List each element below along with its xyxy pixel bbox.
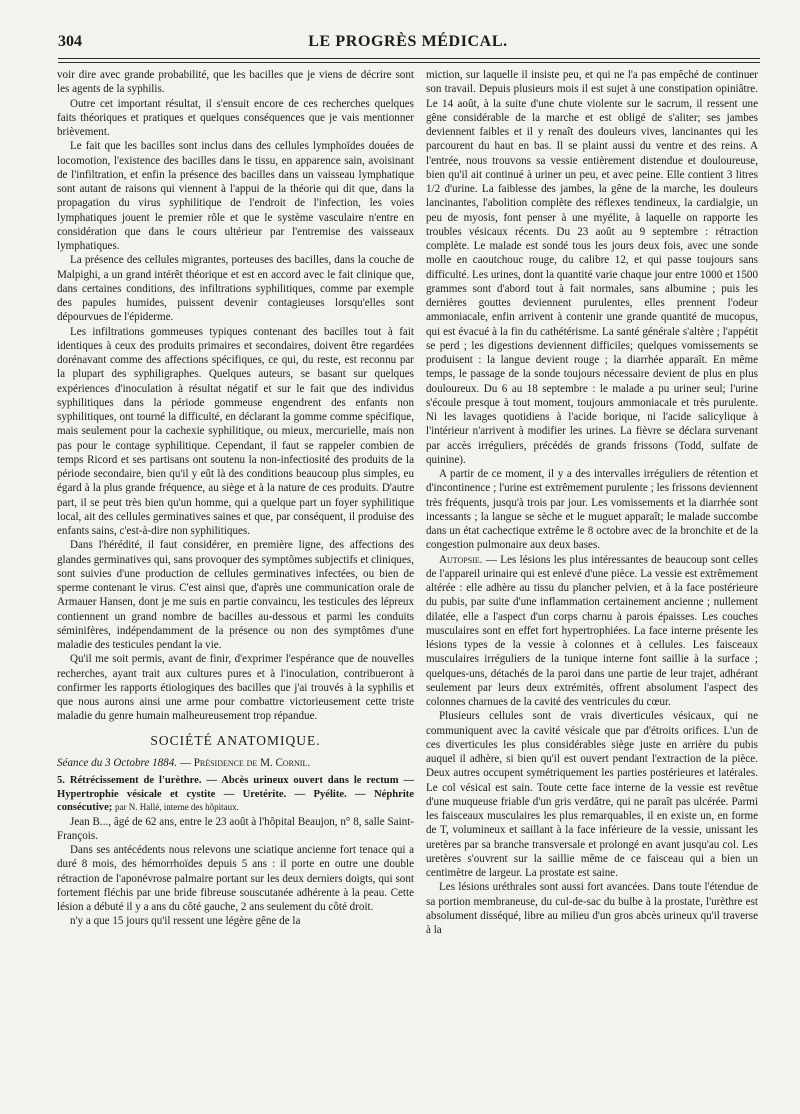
- seance-label: Séance du 3 Octobre 1884.: [57, 756, 178, 769]
- case-title: 5. Rétrécissement de l'urèthre. — Abcès urineux ouvert dans le rectum — Hypertrophie vésicale et cystite — Uretérite. — Pyélite. — Néphrite consécutive;: [57, 775, 414, 813]
- paragraph: Les infiltrations gommeuses typiques contenant des bacilles tout à fait identiques à ceux des produits primaires et secondaires, doivent être regardées dorénavant comme des affections spécifiques, ce qui, du reste, est reconnu par la plupart des syphiligraphes. Quelques auteurs, se basant sur quelques expériences d'inoculation à résultat négatif et sur le fait que des individus syphilitiques dans la période gommeuse engendrent des enfants non syphilitiques, ont tourné la difficulté, en déclarant la gomme comme spécifique, mais seulement pour la cachexie syphilitique, ou mieux, mercurielle, mais non pas pour le contage syphilitique. Cependant, il faut se rappeler combien de temps Ricord et ses partisans ont soutenu la non-infectiosité des produits de la période secondaire, bien qu'il y eût là des conditions beaucoup plus simples, eu égard à la plus grande fréquence, au siège et à la nature de ces produits. D'autre part, il se peut très bien qu'un homme, qui a quelque part un foyer syphilitique local, ait des cellules germinatives saines et que, par conséquent, il produise des enfants sains, c'est-à-dire non syphilitiques.: [57, 325, 414, 537]
- paragraph: miction, sur laquelle il insiste peu, et qui ne l'a pas empêché de continuer son travail. Depuis plusieurs mois il est sujet à une constipation opiniâtre. Le 14 août, à la suite d'une chute violente sur le sacrum, il ressent une gêne considérable de la marche et est obligé de s'aliter; ses jambes deviennent faibles et il y renaît des douleurs vives, lancinantes qui les parcourent du haut en bas. Il se plaint aussi du ventre et des reins. A l'entrée, nous trouvons sa vessie entièrement distendue et douloureuse, bien qu'il ait continué à uriner un peu, et avec peine. Elle contient 3 litres 1/2 d'urine. La faiblesse des jambes, la gêne de la marche, les douleurs lancinantes, l'abolition complète des réflexes tendineux, la cardialgie, un peu de myosis, font penser à une myélite, à laquelle on rapporte les troubles vésicaux récents. Du 23 août au 9 septembre : rétraction complète. Le malade est sondé tous les jours deux fois, avec une sonde molle en caoutchouc rouge, du calibre 12, et qui passe toujours sans difficulté. Les urines, dont la quantité varie chaque jour entre 1000 et 1500 grammes sont d'abord tout à fait normales, sans albumine ; puis les dernières gouttes deviennent purulentes, elles prennent l'odeur ammoniacale, enfin arrivent à contenir une grande quantité de mucopus, qui est évacué à la fin du cathétérisme. La santé générale s'altère ; l'appétit se perd ; les digestions deviennent difficiles; quelques vomissements se produisent : la langue devient rouge ; la diarrhée apparaît. En même temps, le passage de la sonde toujours nécessaire devient de plus en plus douloureux. Du 6 au 18 septembre : le malade a pu uriner seul; l'urine s'écoule presque à tout moment, toujours ammoniacale et très purulente. Ni les lavages quotidiens à l'acide borique, ni l'acide salicylique à l'intérieur n'arrivent à modifier les urines. La fièvre se déclara survenant par accès irréguliers, précédés de grands frissons (Todd, sulfate de quinine).: [426, 69, 758, 466]
- autopsie-paragraph: [426, 553, 758, 710]
- paragraph: Dans ses antécédents nous relevons une sciatique ancienne fort tenace qui a duré 8 mois, des hémorrhoïdes depuis 5 ans : il porte en outre une double rétraction de l'aponévrose palmaire portant sur les deux derniers doigts, qui sont fortement fléchis par une bride fibreuse souscutanée adhérente à la peau. Cette lésion a débuté il y a ans du côté gauche, 2 ans seulement du côté droit.: [57, 844, 414, 913]
- paragraph: Jean B..., âgé de 62 ans, entre le 23 août à l'hôpital Beaujon, n° 8, salle Saint-François.: [57, 815, 414, 842]
- paragraph: Qu'il me soit permis, avant de finir, d'exprimer l'espérance que de nouvelles recherches, ayant trait aux cultures pures et à l'inoculation, contribueront à confirmer les rapports étiologiques des bacilles que j'ai trouvés à la syphilis et que nous aurons ainsi une arme pour combattre victorieusement cette triste maladie du genre humain malheureusement trop répandue.: [57, 653, 414, 723]
- autopsie-text: — Les lésions les plus intéressantes de beaucoup sont celles de l'appareil urinaire qui est enlevé d'une pièce. La vessie est extrêmement altérée : elle adhère au tissu du plancher pelvien, et à la face postérieure du pubis, par suite d'une inflammation certainement ancienne ; nullement dilatée, elle a l'aspect d'un corps charnu à parois épaisses. Les couches musculaires sont en effet fort hypertrophiées. La face interne présente les lésions types de la vessie à colonnes et à cellules. Les faisceaux musculaires irréguliers de la tunique interne font saillie à la surface ; quelques-uns, détachés de la paroi dans une partie de leur trajet, adhérant seulement par leurs deux extrémités, offrent absolument l'aspect des colonnes charnues de la cavité des ventricules du cœur.: [426, 553, 758, 708]
- paragraph: Plusieurs cellules sont de vrais diverticules vésicaux, qui ne communiquent avec la cavité vésicale que par d'étroits orifices. L'un de ces diverticules les plus considérables siège juste en arrière du pubis auquel il adhère, si bien qu'il est ouvert pendant l'extraction de la pièce. Deux autres occupent symétriquement les parties postérieures et latérales. Le col vésical est sain. Toute cette face interne de la vessie est revêtue d'une muqueuse friable d'un gris verdâtre, qui ne paraît pas ulcérée. Parmi les faisceaux musculaires les plus remarquables, il en existe un, en forme de T, volumineux et saillant à la face inférieure de la vessie, unissant les uretères par sa branche transversale et prolongé en avant jusqu'au col. Les uretères s'ouvrent sur la saillie même de ce faisceau qui a bien un centimètre de largeur. La prostate est saine.: [426, 710, 758, 879]
- page-number: 304: [58, 33, 82, 50]
- case-title-block: [57, 774, 414, 815]
- left-column: [57, 68, 414, 1098]
- header-rule: [58, 58, 760, 59]
- paragraph: A partir de ce moment, il y a des intervalles irréguliers de rétention et d'incontinence ; l'urine est extrêmement purulente ; les frissons deviennent très fréquents, jusqu'à trois par jour. Les vomissements et la diarrhée sont incessants ; la langue se sèche et le muguet apparaît; le malade succombe dans un état cachectique extrême le 8 octobre avec de la bronchite et de la congestion pulmonaire aux deux bases.: [426, 468, 758, 552]
- seance-line: [57, 756, 414, 770]
- section-title: SOCIÉTÉ ANATOMIQUE.: [150, 732, 321, 748]
- paragraph: Dans l'hérédité, il faut considérer, en première ligne, des affections des glandes germinatives qui, sans provoquer des symptômes subjectifs et cliniques, sont suivies d'une production de cellules germinatives infectées, ou bien de sperme contenant le virus. C'est ainsi que, d'après une communication orale de Armauer Hansen, dont je me suis en partie convaincu, les testicules des lépreux contiennent un grand nombre de bacilles au-dessous et parmi les conduits séminifères, indépendamment de la présence ou non des symptômes d'une maladie des testicules pendant la vie.: [57, 539, 414, 651]
- paragraph: Les lésions uréthrales sont aussi fort avancées. Dans toute l'étendue de sa portion membraneuse, du cul-de-sac du bulbe à la prostate, l'urèthre est absolument disséqué, libre au milieu d'un gros abcès urineux qu'il traverse à la: [426, 881, 758, 936]
- paragraph: Le fait que les bacilles sont inclus dans des cellules lymphoïdes douées de locomotion, l'existence des bacilles dans le tissu, en apparence sain, avoisinant de l'infiltration, et enfin la présence des bacilles dans un vaisseau lymphatique sont autant de raisons qui viennent à l'appui de la théorie qui dit que, dans la propagation du virus syphilitique de l'endroit de l'infection, les voies lymphatiques jouent le premier rôle et que le système vasculaire n'entre en considération que dans le cours ultérieur par l'entremise des vaisseaux lymphatiques.: [57, 140, 414, 252]
- running-title: LE PROGRÈS MÉDICAL.: [308, 33, 508, 50]
- paragraph: Outre cet important résultat, il s'ensuit encore de ces recherches quelques faits théoriques et pratiques et quelques conséquences que je vais mentionner brièvement.: [57, 97, 414, 138]
- paragraph: n'y a que 15 jours qu'il ressent une légère gêne de la: [70, 915, 301, 928]
- paragraph: La présence des cellules migrantes, porteuses des bacilles, dans la couche de Malpighi, a un grand intérêt théorique et est en accord avec le fait clinique que, dans certaines conditions, des infiltrations syphilitiques, comme par exemple des papules humides, puissent devenir contagieuses lorsqu'elles sont dépourvues de l'épiderme.: [57, 254, 414, 324]
- right-column: [426, 68, 758, 1098]
- presidence-label: — Présidence de M. Cornil.: [179, 756, 311, 769]
- page-header: [58, 33, 758, 55]
- header-rule-second: [58, 62, 760, 63]
- autopsie-label: Autopsie.: [439, 553, 483, 566]
- case-author: par N. Hallé, interne des hôpitaux.: [114, 802, 239, 812]
- paragraph: voir dire avec grande probabilité, que les bacilles que je viens de décrire sont les agents de la syphilis.: [57, 69, 414, 96]
